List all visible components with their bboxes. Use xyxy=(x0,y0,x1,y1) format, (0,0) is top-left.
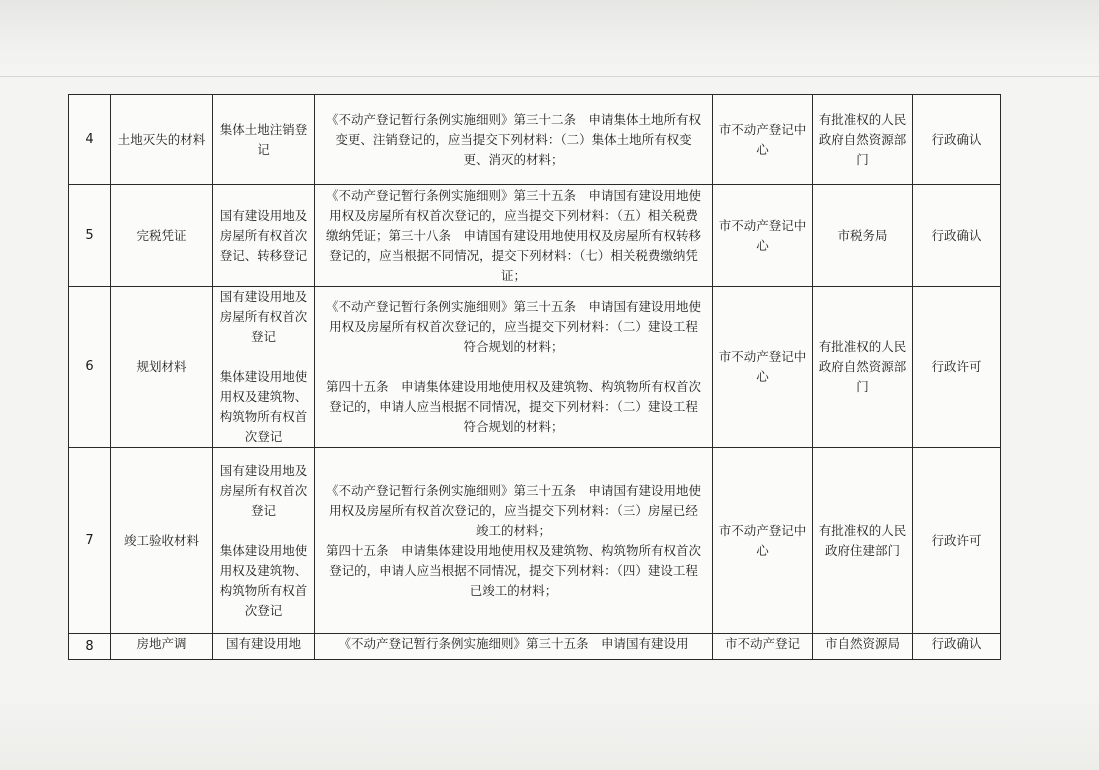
registration-matter: 国有建设用地及房屋所有权首次登记、转移登记 xyxy=(213,185,315,287)
scan-bottom-shading xyxy=(0,690,1099,770)
table-row xyxy=(69,634,1001,660)
table-row xyxy=(69,448,1001,634)
handling-unit: 市不动产登记中心 xyxy=(713,287,813,448)
handling-unit: 市不动产登记中心 xyxy=(713,185,813,287)
material-name: 竣工验收材料 xyxy=(111,448,213,634)
handling-unit: 市不动产登记中心 xyxy=(713,448,813,634)
table-row xyxy=(69,95,1001,185)
matter-type: 行政确认 xyxy=(913,95,1001,185)
materials-table xyxy=(68,94,1001,660)
matter-type: 行政许可 xyxy=(913,287,1001,448)
registration-matter: 国有建设用地及房屋所有权首次登记 集体建设用地使用权及建筑物、构筑物所有权首次登记 xyxy=(213,448,315,634)
issuing-unit: 市税务局 xyxy=(813,185,913,287)
scan-edge-line xyxy=(0,76,1099,77)
material-name: 房地产调 xyxy=(111,634,213,660)
legal-basis: 《不动产登记暂行条例实施细则》第三十五条 申请国有建设用地使用权及房屋所有权首次登记的，应当提交下列材料：（三）房屋已经竣工的材料； 第四十五条 申请集体建设用地使用权及建筑物、构筑物所有权首次登记的，申请人应当根据不同情况，提交下列材料：（四）建设工程已竣工的材料； xyxy=(315,448,713,634)
issuing-unit: 市自然资源局 xyxy=(813,634,913,660)
registration-matter: 集体土地注销登记 xyxy=(213,95,315,185)
table-row xyxy=(69,185,1001,287)
handling-unit: 市不动产登记中心 xyxy=(713,95,813,185)
legal-basis: 《不动产登记暂行条例实施细则》第三十五条 申请国有建设用地使用权及房屋所有权首次登记的，应当提交下列材料：（二）建设工程符合规划的材料； 第四十五条 申请集体建设用地使用权及建筑物、构筑物所有权首次登记的，申请人应当根据不同情况，提交下列材料：（二）建设工程符合规划的材料； xyxy=(315,287,713,448)
registration-matter: 国有建设用地 xyxy=(213,634,315,660)
issuing-unit: 有批准权的人民政府自然资源部门 xyxy=(813,95,913,185)
material-name: 完税凭证 xyxy=(111,185,213,287)
handling-unit: 市不动产登记 xyxy=(713,634,813,660)
registration-matter: 国有建设用地及房屋所有权首次登记 集体建设用地使用权及建筑物、构筑物所有权首次登记 xyxy=(213,287,315,448)
matter-type: 行政确认 xyxy=(913,634,1001,660)
row-number: 7 xyxy=(69,448,111,634)
row-number: 8 xyxy=(69,634,111,660)
material-name: 土地灭失的材料 xyxy=(111,95,213,185)
material-name: 规划材料 xyxy=(111,287,213,448)
row-number: 5 xyxy=(69,185,111,287)
matter-type: 行政确认 xyxy=(913,185,1001,287)
table-row xyxy=(69,287,1001,448)
legal-basis: 《不动产登记暂行条例实施细则》第三十五条 申请国有建设用地使用权及房屋所有权首次登记的，应当提交下列材料：（五）相关税费缴纳凭证；第三十八条 申请国有建设用地使用权及房屋所有权转移登记的，应当根据不同情况，提交下列材料：（七）相关税费缴纳凭证； xyxy=(315,185,713,287)
legal-basis: 《不动产登记暂行条例实施细则》第三十五条 申请国有建设用 xyxy=(315,634,713,660)
issuing-unit: 有批准权的人民政府住建部门 xyxy=(813,448,913,634)
issuing-unit: 有批准权的人民政府自然资源部门 xyxy=(813,287,913,448)
scan-top-shading xyxy=(0,0,1099,78)
legal-basis: 《不动产登记暂行条例实施细则》第三十二条 申请集体土地所有权变更、注销登记的，应当提交下列材料：（二）集体土地所有权变更、消灭的材料； xyxy=(315,95,713,185)
row-number: 6 xyxy=(69,287,111,448)
matter-type: 行政许可 xyxy=(913,448,1001,634)
row-number: 4 xyxy=(69,95,111,185)
